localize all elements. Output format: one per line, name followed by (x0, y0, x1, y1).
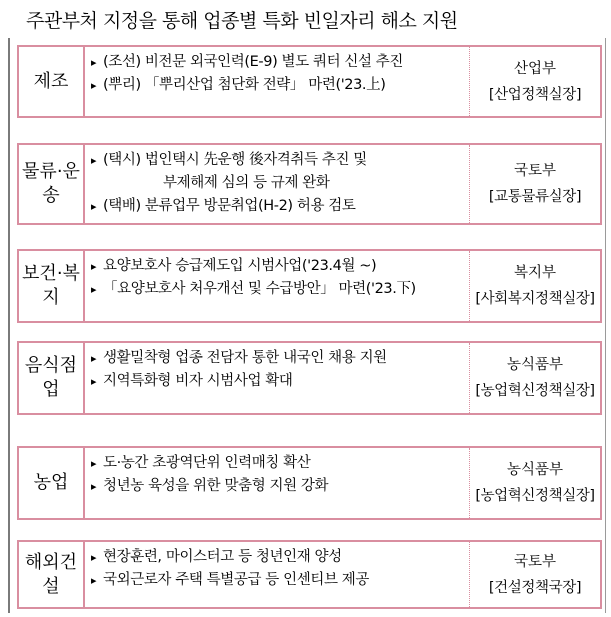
frame-left-border (8, 38, 10, 613)
category-label: 농업 (33, 472, 69, 493)
category-label: 보건·복지 (22, 263, 80, 308)
list-item: ▸ 지역특화형 비자 시범사업 확대 (91, 370, 469, 393)
agency-name: 산업부 (513, 60, 557, 77)
list-item: ▸ (조선) 비전문 외국인력(E-9) 별도 쿼터 신설 추진 (91, 51, 469, 74)
bullet-icon: ▸ (91, 200, 97, 213)
table-row-health-welfare (17, 249, 602, 323)
list-item: ▸ 요양보호사 승급제도입 시범사업('23.4월 ~) (91, 255, 469, 278)
bullet-icon: ▸ (91, 154, 97, 167)
table-row-logistics (17, 143, 602, 225)
content-cell (85, 448, 470, 518)
list-item: ▸ (뿌리) 「뿌리산업 첨단화 전략」 마련('23.上) (91, 74, 469, 97)
category-cell (17, 251, 85, 321)
list-item: ▸ 현장훈련, 마이스터고 등 청년인재 양성 (91, 546, 469, 569)
category-cell (17, 448, 85, 518)
content-cell (85, 47, 470, 116)
agency-name: 농식품부 (506, 462, 564, 478)
table-row-agriculture (17, 446, 602, 520)
bullet-icon: ▸ (91, 283, 97, 296)
list-item-continuation: 부제해제 심의 등 규제 완화 (163, 175, 330, 191)
agency-cell (470, 448, 602, 518)
list-item: ▸ 생활밀착형 업종 전담자 통한 내국인 채용 지원 (91, 347, 469, 370)
bullet-icon: ▸ (91, 457, 97, 470)
agency-name: 농식품부 (506, 357, 564, 373)
frame-right-border (605, 38, 606, 613)
list-item: ▸ (택시) 법인택시 先운행 後자격취득 추진 및 (91, 149, 469, 172)
category-cell (17, 47, 85, 116)
bullet-icon: ▸ (91, 260, 97, 273)
bullet-icon: ▸ (91, 375, 97, 388)
agency-name: 국토부 (513, 553, 557, 570)
list-item: ▸ 「요양보호사 처우개선 및 수급방안」 마련('23.下) (91, 278, 469, 301)
agency-department: [산업정책실장] (488, 86, 582, 103)
agency-department: [농업혁신정책실장] (475, 488, 595, 504)
agency-cell (470, 542, 602, 607)
content-cell (85, 251, 470, 321)
agency-department: [건설정책국장] (488, 579, 582, 596)
bullet-icon: ▸ (91, 574, 97, 587)
agency-department: [농업혁신정책실장] (475, 383, 595, 399)
list-item: ▸ 청년농 육성을 위한 맞춤형 지원 강화 (91, 475, 469, 498)
agency-cell (470, 251, 602, 321)
content-cell (85, 542, 470, 607)
table-row-restaurant (17, 341, 602, 415)
content-cell (85, 343, 470, 413)
agency-cell (470, 47, 602, 116)
list-item: ▸ 국외근로자 주택 특별공급 등 인센티브 제공 (91, 569, 469, 592)
bullet-icon: ▸ (91, 79, 97, 92)
category-label: 음식점업 (24, 355, 78, 400)
content-cell (85, 145, 470, 223)
agency-cell (470, 145, 602, 223)
list-item: ▸ (택배) 분류업무 방문취업(H-2) 허용 검토 (91, 195, 469, 218)
list-item: ▸ 도·농간 초광역단위 인력매칭 확산 (91, 452, 469, 475)
category-cell (17, 145, 85, 223)
category-cell (17, 343, 85, 413)
category-cell (17, 542, 85, 607)
bullet-icon: ▸ (91, 480, 97, 493)
category-label: 물류·운송 (22, 161, 80, 206)
table-frame (8, 38, 606, 613)
bullet-icon: ▸ (91, 56, 97, 69)
agency-name: 국토부 (513, 163, 557, 179)
table-row-overseas-construction (17, 540, 602, 609)
table-row-manufacturing (17, 45, 602, 118)
category-label: 해외건설 (24, 551, 78, 597)
agency-department: [사회복지정책실장] (475, 291, 595, 307)
bullet-icon: ▸ (91, 551, 97, 564)
agency-name: 복지부 (513, 265, 557, 281)
category-label: 제조 (33, 70, 69, 92)
agency-department: [교통물류실장] (488, 189, 582, 205)
page-title: 주관부처 지정을 통해 업종별 특화 빈일자리 해소 지원 (26, 10, 458, 32)
bullet-icon: ▸ (91, 352, 97, 365)
agency-cell (470, 343, 602, 413)
